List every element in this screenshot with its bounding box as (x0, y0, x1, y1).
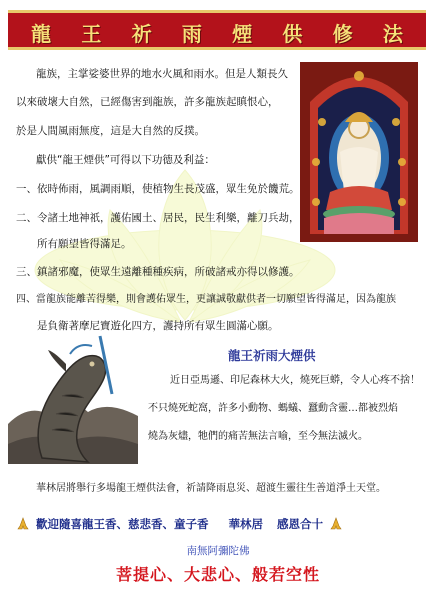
title-char: 祈 (131, 22, 152, 46)
section-line: 不只燒死蛇窩，許多小動物、螞蟻、蠶動含靈…都被烈焰 (148, 403, 398, 414)
thanks-text: 感恩合十 (277, 517, 323, 531)
intro-line: 龍族，主掌娑婆世界的地水火風和雨水。但是人類長久 (36, 68, 288, 80)
section-line: 燒為灰燼，牠們的痛苦無法言喻，至今無法滅火。 (148, 431, 368, 442)
deity-thangka-image (300, 62, 418, 242)
benefit-item-continued: 是負衛著摩尼寶遊化四方，護持所有眾生圓滿心願。 (37, 320, 279, 332)
closing-slogan: 菩提心、大悲心、般若空性 (115, 565, 320, 584)
benefit-item: 二、令諸土地神祇，護佑國土、居民，民生利樂，離刀兵劫， (16, 212, 300, 224)
intro-line: 以來破壞大自然，已經傷害到龍族，許多龍族起瞋恨心， (16, 96, 279, 108)
title-char: 供 (282, 22, 303, 46)
serpent-photo (8, 334, 138, 464)
title-char: 雨 (181, 22, 202, 46)
section-line: 近日亞馬遜、印尼森林大火，燒死巨蟒，令人心疼不捨！ (170, 375, 420, 386)
benefit-item: 一、依時佈雨，風調雨順，使植物生長茂盛，眾生免於饑荒。 (16, 183, 300, 195)
benefit-item-continued: 所有願望皆得滿足。 (37, 238, 132, 250)
amitabha-text: 南無阿彌陀佛 (186, 545, 250, 557)
section-heading: 龍王祈雨大煙供 (228, 348, 316, 363)
organization-name: 華林居 (228, 517, 263, 531)
title-char: 法 (382, 22, 403, 46)
title-char: 王 (81, 22, 102, 46)
announcement-text: 華林居將舉行多場龍王煙供法會，祈請降雨息災、超渡生靈往生善道淨土天堂。 (36, 483, 386, 494)
welcome-text: 歡迎隨喜龍王香、慈悲香、童子香 (36, 517, 209, 531)
praying-hands-icon (329, 517, 343, 531)
intro-line: 獻供“龍王煙供”可得以下功德及利益： (36, 154, 215, 166)
benefit-item: 三、鎮諸邪魔，使眾生遠離種種疾病，所破諸戒亦得以修護。 (16, 266, 300, 278)
title-char: 龍 (31, 22, 52, 46)
title-banner (8, 10, 426, 50)
praying-hands-icon (16, 517, 30, 531)
intro-line: 於是人間風雨無度，這是大自然的反撲。 (16, 125, 205, 137)
title-char: 煙 (232, 22, 253, 46)
welcome-line (16, 516, 420, 532)
title-char: 修 (332, 22, 353, 46)
benefit-item: 四、當龍族能離苦得樂，則會護佑眾生，更讓誠敬獻供者一切願望皆得滿足，因為龍族 (16, 294, 396, 305)
